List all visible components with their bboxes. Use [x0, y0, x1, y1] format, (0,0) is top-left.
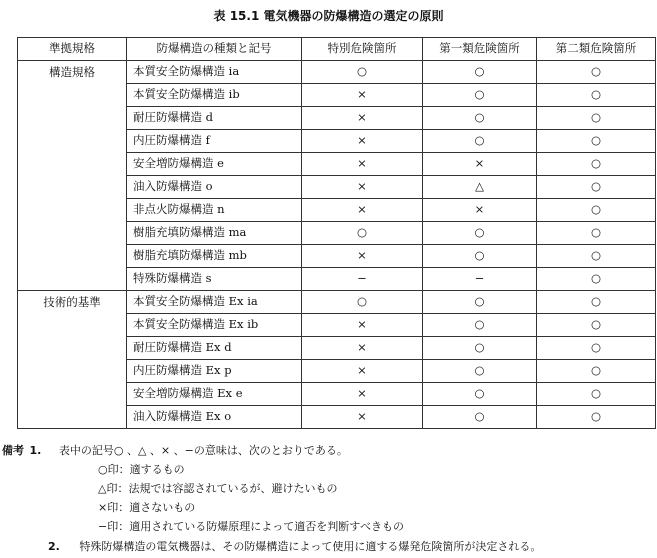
mark-cell-zone2: ○	[537, 130, 656, 153]
header-standard: 準拠規格	[18, 38, 127, 61]
mark-cell-zone0: ×	[302, 406, 423, 429]
mark-cell-zone2: ○	[537, 61, 656, 84]
mark-cell-zone0: ×	[302, 360, 423, 383]
mark-cell-zone0: ○	[302, 222, 423, 245]
type-cell: 本質安全防爆構造 Ex ib	[127, 314, 302, 337]
type-cell: 特殊防爆構造 s	[127, 268, 302, 291]
type-cell: 樹脂充填防爆構造 ma	[127, 222, 302, 245]
table-row	[18, 61, 656, 84]
mark-cell-zone2: ○	[537, 314, 656, 337]
type-cell: 安全増防爆構造 Ex e	[127, 383, 302, 406]
mark-cell-zone0: ×	[302, 199, 423, 222]
mark-cell-zone1: ○	[423, 130, 537, 153]
mark-cell-zone1: ○	[423, 222, 537, 245]
mark-cell-zone0: ×	[302, 245, 423, 268]
type-cell: 油入防爆構造 o	[127, 176, 302, 199]
type-cell: 非点火防爆構造 n	[127, 199, 302, 222]
legend-dash: −印：適用されている防爆原理によって適否を判断すべきもの	[98, 520, 404, 533]
mark-cell-zone2: ○	[537, 107, 656, 130]
notes-label: 備考	[2, 444, 24, 457]
type-cell: 耐圧防爆構造 Ex d	[127, 337, 302, 360]
mark-cell-zone1: ×	[423, 153, 537, 176]
mark-cell-zone2: ○	[537, 406, 656, 429]
header-type: 防爆構造の種類と記号	[127, 38, 302, 61]
mark-cell-zone0: ×	[302, 107, 423, 130]
explosion-proof-table	[17, 37, 656, 429]
table-title: 表 15.1 電気機器の防爆構造の選定の原則	[213, 9, 444, 23]
type-cell: 本質安全防爆構造 Ex ia	[127, 291, 302, 314]
type-cell: 本質安全防爆構造 ib	[127, 84, 302, 107]
mark-cell-zone0: ×	[302, 337, 423, 360]
header-zone1: 第一類危険箇所	[423, 38, 537, 61]
mark-cell-zone0: ○	[302, 61, 423, 84]
type-cell: 本質安全防爆構造 ia	[127, 61, 302, 84]
mark-cell-zone0: ×	[302, 383, 423, 406]
type-cell: 内圧防爆構造 f	[127, 130, 302, 153]
type-cell: 耐圧防爆構造 d	[127, 107, 302, 130]
mark-cell-zone2: ○	[537, 153, 656, 176]
mark-cell-zone2: ○	[537, 337, 656, 360]
mark-cell-zone1: ○	[423, 291, 537, 314]
mark-cell-zone0: ×	[302, 153, 423, 176]
mark-cell-zone0: ×	[302, 84, 423, 107]
mark-cell-zone2: ○	[537, 383, 656, 406]
mark-cell-zone1: ○	[423, 314, 537, 337]
mark-cell-zone2: ○	[537, 268, 656, 291]
note-1	[2, 442, 348, 458]
standard-cell: 技術的基準	[18, 291, 127, 429]
mark-cell-zone1: ○	[423, 337, 537, 360]
mark-cell-zone0: ×	[302, 176, 423, 199]
mark-cell-zone2: ○	[537, 84, 656, 107]
note-2-number: 2.	[48, 540, 60, 553]
standard-cell: 構造規格	[18, 61, 127, 291]
type-cell: 樹脂充填防爆構造 mb	[127, 245, 302, 268]
mark-cell-zone1: ○	[423, 245, 537, 268]
mark-cell-zone2: ○	[537, 360, 656, 383]
mark-cell-zone1: ○	[423, 360, 537, 383]
mark-cell-zone0: ○	[302, 291, 423, 314]
header-zone0: 特別危険箇所	[302, 38, 423, 61]
mark-cell-zone1: ○	[423, 383, 537, 406]
type-cell: 油入防爆構造 Ex o	[127, 406, 302, 429]
table-row	[18, 291, 656, 314]
mark-cell-zone1: ○	[423, 84, 537, 107]
mark-cell-zone0: −	[302, 268, 423, 291]
mark-cell-zone1: ○	[423, 107, 537, 130]
type-cell: 内圧防爆構造 Ex p	[127, 360, 302, 383]
mark-cell-zone2: ○	[537, 291, 656, 314]
header-row	[18, 38, 656, 61]
legend-circle: ○印：適するもの	[98, 463, 185, 476]
note-2	[48, 538, 541, 554]
note-1-text: 表中の記号○ 、△ 、× 、−の意味は、次のとおりである。	[58, 444, 348, 457]
type-cell: 安全増防爆構造 e	[127, 153, 302, 176]
mark-cell-zone2: ○	[537, 222, 656, 245]
legend-cross: ×印：適さないもの	[98, 501, 196, 514]
mark-cell-zone1: ×	[423, 199, 537, 222]
note-1-number: 1.	[29, 444, 42, 457]
mark-cell-zone2: ○	[537, 245, 656, 268]
note-2-text: 特殊防爆構造の電気機器は、その防爆構造によって使用に適する爆発危険箇所が決定される。	[79, 540, 542, 553]
mark-cell-zone0: ×	[302, 130, 423, 153]
mark-cell-zone1: △	[423, 176, 537, 199]
header-zone2: 第二類危険箇所	[537, 38, 656, 61]
legend-triangle: △印：法規では容認されているが、避けたいもの	[98, 482, 338, 495]
table-body	[18, 61, 656, 429]
mark-cell-zone0: ×	[302, 314, 423, 337]
mark-cell-zone2: ○	[537, 176, 656, 199]
mark-cell-zone2: ○	[537, 199, 656, 222]
mark-cell-zone1: ○	[423, 406, 537, 429]
mark-cell-zone1: ○	[423, 61, 537, 84]
mark-cell-zone1: −	[423, 268, 537, 291]
